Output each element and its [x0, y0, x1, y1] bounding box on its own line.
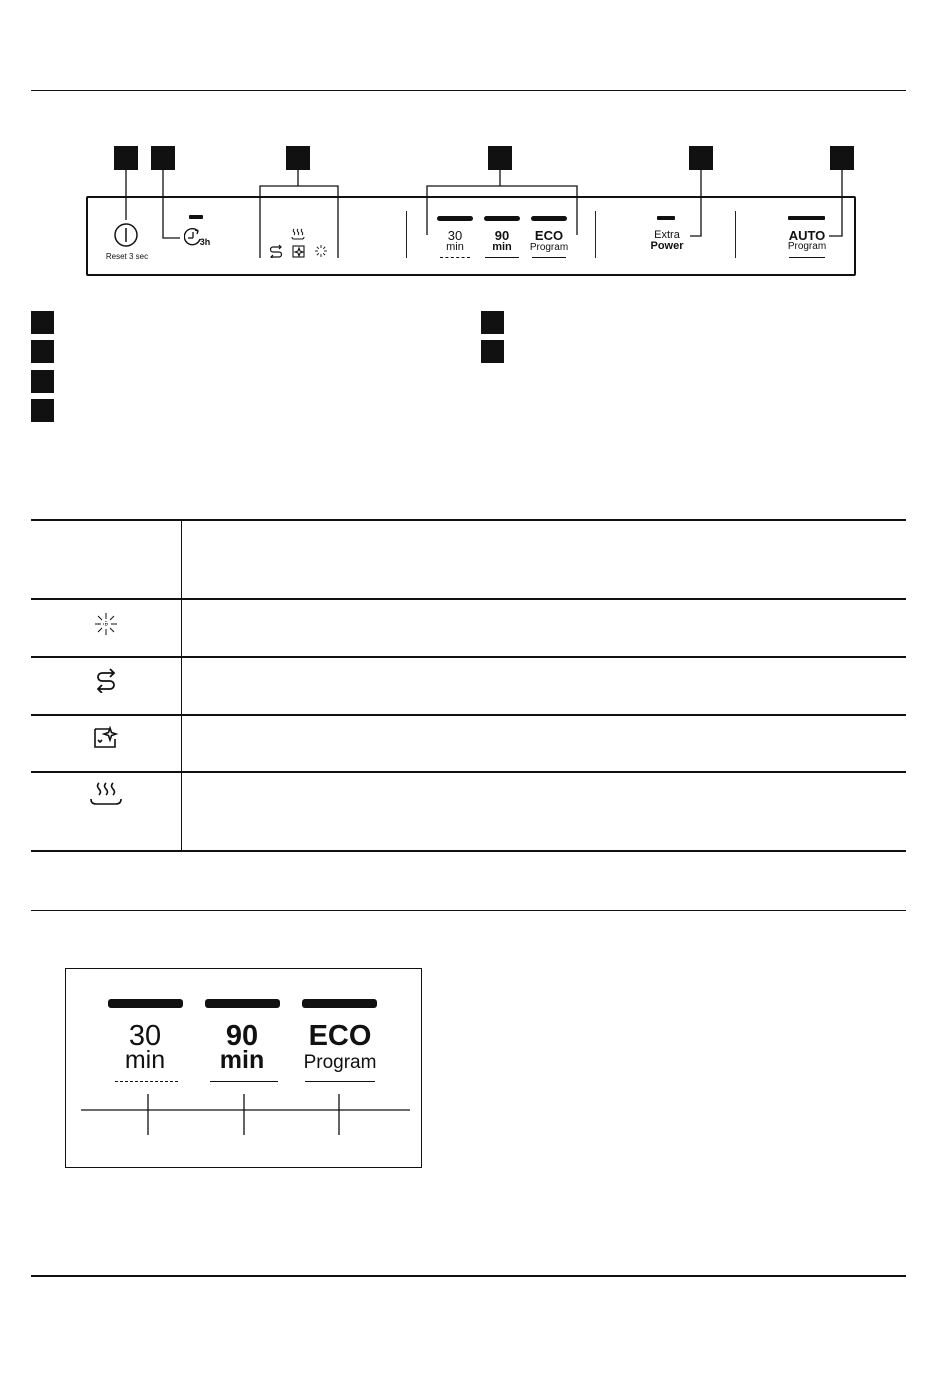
- key-badge-6: [481, 340, 504, 363]
- table-row: [31, 657, 906, 715]
- header-cell: [31, 520, 182, 599]
- auto-sublabel: Program: [787, 241, 827, 252]
- header-cell: [182, 520, 907, 599]
- table-header-row: [31, 520, 906, 599]
- reset-label: Reset 3 sec: [105, 252, 149, 261]
- detail-eco-unit: Program: [303, 1052, 377, 1073]
- rinse-aid-icon: [314, 244, 328, 258]
- machine-care-icon: [292, 244, 306, 258]
- program-90-underline: [485, 257, 519, 258]
- section-rule: [31, 910, 906, 911]
- auto-indicator: [788, 216, 825, 220]
- regeneration-icon: [93, 667, 119, 693]
- program-90-indicator: [484, 216, 520, 221]
- detail-30-unit: min: [124, 1046, 166, 1074]
- icon-cell: [31, 772, 182, 851]
- icon-cell: [31, 715, 182, 772]
- panel-separator: [406, 211, 407, 258]
- auto-program-button[interactable]: [780, 229, 834, 259]
- panel-separator: [735, 211, 736, 258]
- extra-power-indicator: [657, 216, 675, 220]
- drying-icon: [89, 781, 123, 809]
- program-90-value: 90: [494, 228, 510, 243]
- panel-separator: [595, 211, 596, 258]
- detail-eco-indicator: [302, 999, 377, 1008]
- program-30-value: 30: [447, 228, 463, 243]
- extra-power-line2: Power: [650, 240, 684, 252]
- auto-label: AUTO: [788, 228, 826, 243]
- key-badge-1: [31, 311, 54, 334]
- detail-eco-underline: [305, 1081, 375, 1082]
- table-row: [31, 599, 906, 657]
- extra-power-button[interactable]: [640, 230, 694, 254]
- program-30-button[interactable]: [436, 229, 474, 259]
- program-30-underline: [440, 257, 470, 258]
- program-eco-value: ECO: [534, 228, 564, 243]
- detail-90-underline: [210, 1081, 278, 1082]
- delay-label: 3h: [199, 237, 211, 247]
- program-eco-underline: [532, 257, 566, 258]
- program-90-unit: min: [492, 241, 512, 253]
- program-eco-button[interactable]: [526, 229, 572, 259]
- detail-leader-lines: [0, 1090, 950, 1140]
- key-badge-4: [31, 399, 54, 422]
- bottom-rule: [31, 1275, 906, 1277]
- program-30-indicator: [437, 216, 473, 221]
- key-badge-5: [481, 311, 504, 334]
- detail-30-indicator: [108, 999, 183, 1008]
- auto-underline: [789, 257, 825, 258]
- detail-eco-value: ECO: [308, 1020, 372, 1052]
- detail-90-unit: min: [219, 1046, 265, 1074]
- table-row: [31, 772, 906, 851]
- icon-cell: [31, 657, 182, 715]
- icon-cell: [31, 599, 182, 657]
- indicator-legend-table: [31, 519, 906, 852]
- detail-30-value: 30: [128, 1020, 162, 1052]
- program-eco-unit: Program: [529, 242, 569, 253]
- key-badge-3: [31, 370, 54, 393]
- key-badge-2: [31, 340, 54, 363]
- extra-power-line1: Extra: [654, 229, 680, 241]
- rinse-aid-icon: [93, 611, 119, 637]
- machine-care-icon: [93, 725, 119, 751]
- program-30-unit: min: [446, 241, 464, 253]
- regeneration-icon: [269, 244, 283, 258]
- detail-30-underline: [115, 1081, 178, 1082]
- power-icon[interactable]: [113, 222, 139, 248]
- program-eco-indicator: [531, 216, 567, 221]
- detail-90-value: 90: [225, 1020, 259, 1052]
- program-90-button[interactable]: [483, 229, 521, 259]
- detail-90-indicator: [205, 999, 280, 1008]
- drying-icon: [291, 228, 305, 240]
- table-row: [31, 715, 906, 772]
- delay-indicator: [189, 215, 203, 219]
